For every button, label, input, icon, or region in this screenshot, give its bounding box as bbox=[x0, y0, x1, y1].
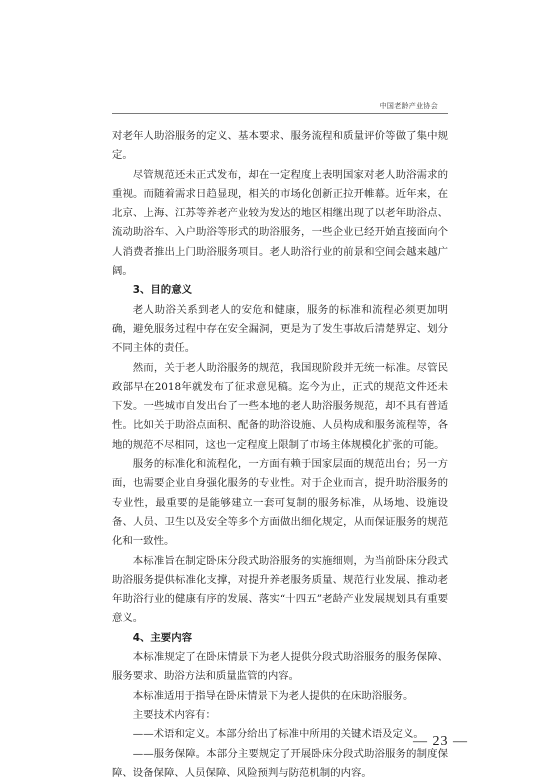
body-text bbox=[112, 127, 448, 783]
page-number: — 23 — bbox=[413, 734, 483, 750]
paragraph: 本标准适用于指导在卧床情景下为老人提供的在床助浴服务。 bbox=[112, 687, 448, 706]
section-heading-purpose: 3、目的意义 bbox=[112, 281, 448, 300]
section-heading-main-content: 4、主要内容 bbox=[112, 629, 448, 648]
header-organization-name: 中国老龄产业协会 bbox=[380, 101, 438, 111]
paragraph: 服务的标准化和流程化，一方面有赖于国家层面的规范出台；另一方面，也需要企业自身强化服务的专业性。对于企业而言，提升助浴服务的专业性，最重要的是能够建立一套可复制的服务标准，从场地、设施设备、人员、卫生以及安全等多个方面做出细化规定，从而保证服务的规范化和一致性。 bbox=[112, 455, 448, 551]
header-rule bbox=[112, 113, 448, 114]
list-item-terms: ——术语和定义。本部分给出了标准中所用的关键术语及定义。 bbox=[112, 725, 448, 744]
paragraph: 主要技术内容有： bbox=[112, 706, 448, 725]
paragraph: 老人助浴关系到老人的安危和健康，服务的标准和流程必须更加明确，避免服务过程中存在安全漏洞，更是为了发生事故后清楚界定、划分不同主体的责任。 bbox=[112, 301, 448, 359]
paragraph: 尽管规范还未正式发布，却在一定程度上表明国家对老人助浴需求的重视。而随着需求日趋显现，相关的市场化创新正拉开帷幕。近年来，在北京、上海、江苏等养老产业较为发达的地区相继出现了以老年助浴点、流动助浴车、入户助浴等形式的助浴服务，一些企业已经开始直接面向个人消费者推出上门助浴服务项目。老人助浴行业的前景和空间会越来越广阔。 bbox=[112, 166, 448, 282]
paragraph: 本标准旨在制定卧床分段式助浴服务的实施细则，为当前卧床分段式助浴服务提供标准化支撑，对提升养老服务质量、规范行业发展、推动老年助浴行业的健康有序的发展、落实“十四五”老龄产业发展规划具有重要意义。 bbox=[112, 552, 448, 629]
list-item-service-guarantee: ——服务保障。本部分主要规定了开展卧床分段式助浴服务的制度保障、设备保障、人员保障、风险预判与防范机制的内容。 bbox=[112, 745, 448, 783]
paragraph-continued: 对老年人助浴服务的定义、基本要求、服务流程和质量评价等做了集中规定。 bbox=[112, 127, 448, 166]
paragraph: 然而，关于老人助浴服务的规范，我国现阶段并无统一标准。尽管民政部早在2018年就发布了征求意见稿。迄今为止，正式的规范文件还未下发。一些城市自发出台了一些本地的老人助浴服务规范，却不具有普适性。比如关于助浴点面积、配备的助浴设施、人员构成和服务流程等，各地的规范不尽相同，这也一定程度上限制了市场主体规模化扩张的可能。 bbox=[112, 359, 448, 455]
paragraph: 本标准规定了在卧床情景下为老人提供分段式助浴服务的服务保障、服务要求、助浴方法和质量监管的内容。 bbox=[112, 648, 448, 687]
